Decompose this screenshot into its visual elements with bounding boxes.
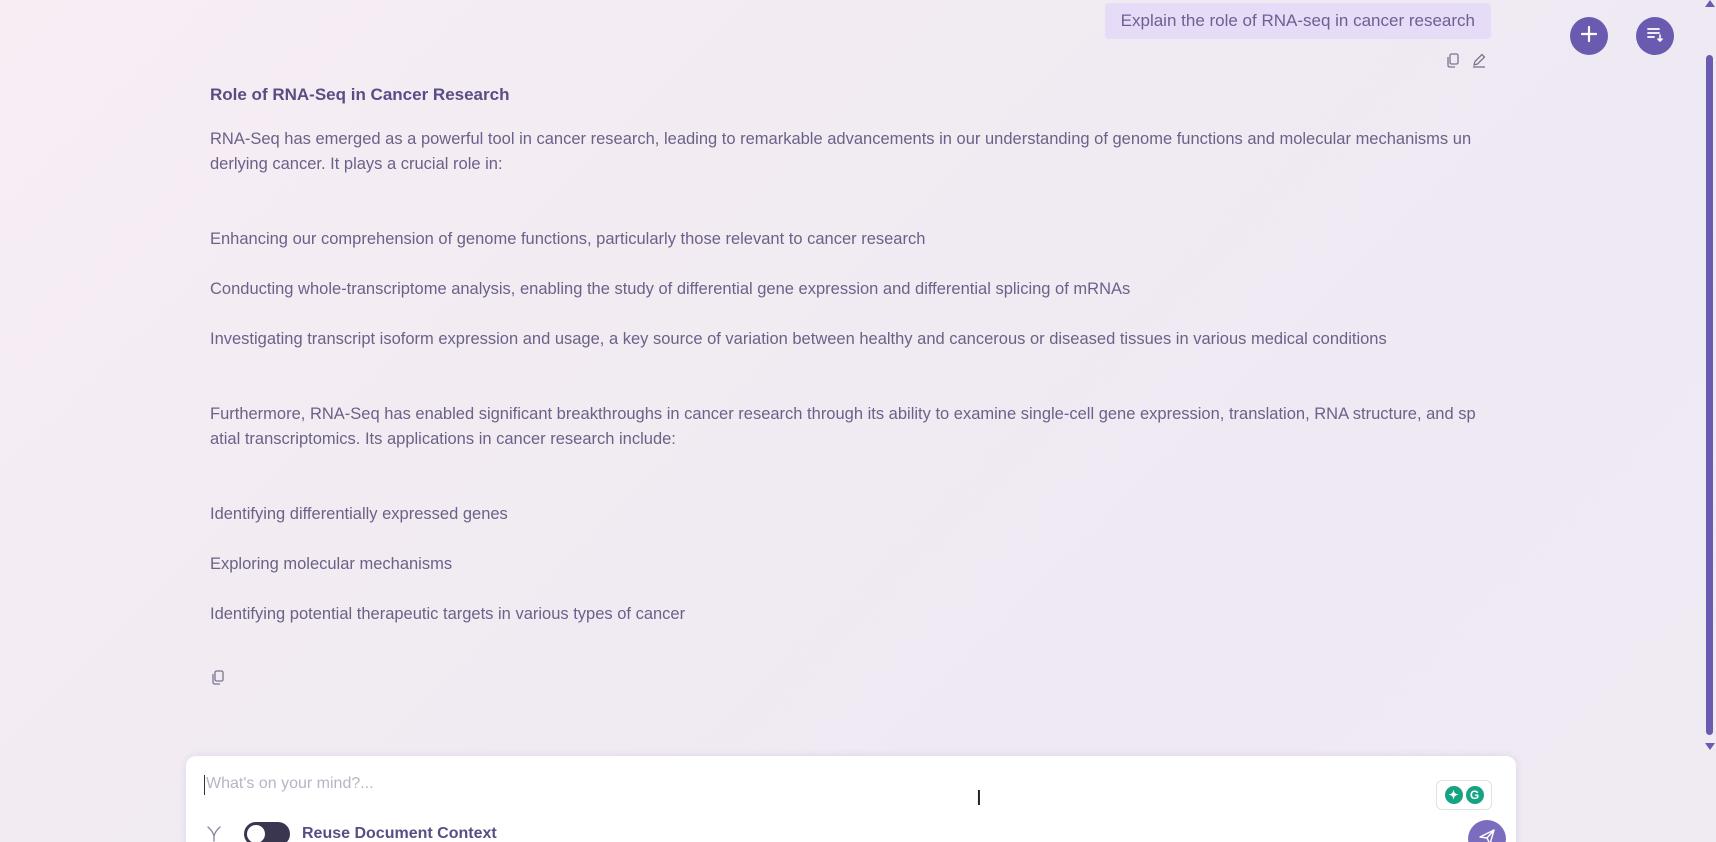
grammarly-widget[interactable] xyxy=(1436,780,1492,810)
response-intro xyxy=(210,127,1490,177)
filter-icon[interactable] xyxy=(206,825,222,842)
list-item: Conducting whole-transcriptome analysis, enabling the study of differential gene expression and differential splicing of mRNAs xyxy=(210,280,1131,298)
new-chat-button[interactable] xyxy=(1570,17,1608,55)
copy-icon[interactable] xyxy=(1445,52,1461,68)
further-line: atial transcriptomics. Its applications in cancer research include: xyxy=(210,430,676,448)
edit-icon[interactable] xyxy=(1471,52,1487,68)
send-button[interactable] xyxy=(1468,820,1506,842)
scroll-thumb[interactable] xyxy=(1706,55,1713,735)
reuse-context-toggle[interactable] xyxy=(244,822,290,842)
user-message-bubble: Explain the role of RNA-seq in cancer research xyxy=(1105,3,1491,39)
intro-line: derlying cancer. It plays a crucial role in: xyxy=(210,155,503,173)
list-item: Enhancing our comprehension of genome functions, particularly those relevant to cancer research xyxy=(210,230,926,248)
composer-tools xyxy=(206,822,497,842)
list-item: Identifying differentially expressed genes xyxy=(210,505,508,523)
response-title: Role of RNA-Seq in Cancer Research xyxy=(210,85,510,104)
reuse-context-label: Reuse Document Context xyxy=(302,825,497,842)
grammarly-icon: G xyxy=(1466,786,1484,804)
intro-line: RNA-Seq has emerged as a powerful tool in cancer research, leading to remarkable advancements in our understanding of genome functions and molecular mechanisms un xyxy=(210,130,1472,148)
scroll-down-arrow[interactable] xyxy=(1705,743,1715,750)
message-composer xyxy=(186,756,1516,842)
sort-list-icon xyxy=(1645,24,1665,49)
copy-response-icon[interactable] xyxy=(210,669,226,685)
list-item: Identifying potential therapeutic targets in various types of cancer xyxy=(210,605,686,623)
assistant-response xyxy=(210,82,1490,652)
history-menu-button[interactable] xyxy=(1636,17,1674,55)
user-message-actions xyxy=(1445,52,1487,68)
bulb-icon: ✦ xyxy=(1445,786,1463,804)
response-further xyxy=(210,402,1490,452)
further-line: Furthermore, RNA-Seq has enabled significant breakthroughs in cancer research through its ability to examine single-cell gene expression, translation, RNA structure, and sp xyxy=(210,405,1476,423)
list-item: Investigating transcript isoform expression and usage, a key source of variation between healthy and cancerous or diseased tissues in various medical conditions xyxy=(210,330,1387,348)
message-input[interactable] xyxy=(204,774,1308,794)
scrollbar[interactable] xyxy=(1702,0,1716,760)
text-caret xyxy=(204,775,205,795)
plus-icon xyxy=(1579,24,1599,49)
send-icon xyxy=(1478,828,1496,842)
list-item: Exploring molecular mechanisms xyxy=(210,555,453,573)
mouse-text-cursor-icon: I xyxy=(976,786,982,810)
scroll-up-arrow[interactable] xyxy=(1705,0,1715,7)
